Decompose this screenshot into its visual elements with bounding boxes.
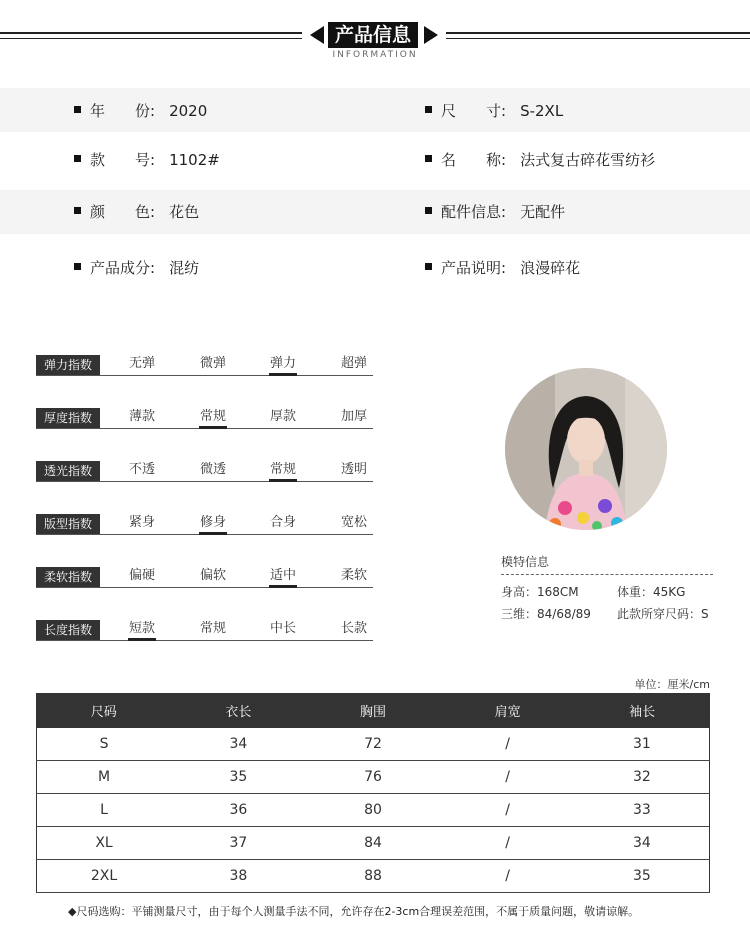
table-cell: 76 xyxy=(306,761,441,794)
table-cell: L xyxy=(37,794,172,827)
index-row xyxy=(36,620,373,641)
table-cell: 84 xyxy=(306,827,441,860)
header-rule-right-thin xyxy=(446,38,750,39)
model-photo xyxy=(505,368,667,530)
index-option: 厚款 xyxy=(269,409,296,424)
table-cell: 36 xyxy=(171,794,306,827)
table-row xyxy=(37,827,710,860)
index-option-selected: 常规 xyxy=(263,461,303,479)
table-cell: M xyxy=(37,761,172,794)
index-option: 常规 xyxy=(199,621,226,636)
info-style-no: 款 号: 1102# xyxy=(74,149,220,170)
table-cell: / xyxy=(440,794,575,827)
table-cell: 34 xyxy=(171,728,306,761)
section-title: 产品信息 xyxy=(328,22,418,48)
index-option-selected: 弹力 xyxy=(263,355,303,373)
index-row xyxy=(36,461,373,482)
index-option: 紧身 xyxy=(128,515,155,530)
table-cell: 34 xyxy=(575,827,710,860)
table-cell: 35 xyxy=(575,860,710,893)
index-option: 宽松 xyxy=(340,515,367,530)
bullet-icon xyxy=(74,263,81,270)
index-option: 中长 xyxy=(269,621,296,636)
bullet-icon xyxy=(425,106,432,113)
table-row xyxy=(37,860,710,893)
table-cell: 33 xyxy=(575,794,710,827)
table-cell: / xyxy=(440,728,575,761)
table-cell: / xyxy=(440,761,575,794)
index-label: 柔软指数 xyxy=(36,567,100,587)
table-cell: 88 xyxy=(306,860,441,893)
size-table-unit: 单位：厘米/cm xyxy=(634,678,710,691)
index-option: 偏硬 xyxy=(128,568,155,583)
header-cell: 尺码 xyxy=(37,694,172,728)
index-option: 透明 xyxy=(340,462,367,477)
header-cell: 衣长 xyxy=(171,694,306,728)
header-cell: 袖长 xyxy=(575,694,710,728)
bullet-icon xyxy=(74,155,81,162)
model-info-divider xyxy=(501,574,713,575)
table-row xyxy=(37,761,710,794)
size-footnote: ◆尺码选购：平铺测量尺寸，由于每个人测量手法不同，允许存在2-3cm合理误差范围，不属于质量问题，敬请谅解。 xyxy=(68,905,640,918)
index-row xyxy=(36,408,373,429)
index-option: 无弹 xyxy=(128,356,155,371)
header-arrow-right-icon xyxy=(424,26,438,44)
index-option-selected: 常规 xyxy=(193,408,233,426)
bullet-icon xyxy=(74,207,81,214)
table-cell: XL xyxy=(37,827,172,860)
info-size: 尺 寸: S-2XL xyxy=(425,100,563,121)
header-arrow-left-icon xyxy=(310,26,324,44)
section-subtitle: INFORMATION xyxy=(332,50,418,60)
table-cell: 32 xyxy=(575,761,710,794)
index-label: 透光指数 xyxy=(36,461,100,481)
table-cell: 31 xyxy=(575,728,710,761)
table-row xyxy=(37,728,710,761)
header-rule-left xyxy=(0,32,302,34)
table-cell: 72 xyxy=(306,728,441,761)
info-color: 颜 色: 花色 xyxy=(74,201,199,222)
index-option: 微透 xyxy=(199,462,226,477)
index-option: 微弹 xyxy=(199,356,226,371)
index-option-selected: 修身 xyxy=(193,514,233,532)
table-row xyxy=(37,794,710,827)
index-option: 薄款 xyxy=(128,409,155,424)
table-cell: 80 xyxy=(306,794,441,827)
index-option: 超弹 xyxy=(340,356,367,371)
model-weight: 体重：45KG xyxy=(617,585,686,599)
bullet-icon xyxy=(74,106,81,113)
index-option: 合身 xyxy=(269,515,296,530)
index-option: 长款 xyxy=(340,621,367,636)
header-cell: 胸围 xyxy=(306,694,441,728)
table-cell: / xyxy=(440,827,575,860)
index-label: 厚度指数 xyxy=(36,408,100,428)
table-cell: / xyxy=(440,860,575,893)
bullet-icon xyxy=(425,263,432,270)
table-cell: 38 xyxy=(171,860,306,893)
model-measurements: 三维：84/68/89 xyxy=(501,607,591,621)
model-info-title: 模特信息 xyxy=(501,555,550,569)
header-rule-left-thin xyxy=(0,38,302,39)
index-label: 弹力指数 xyxy=(36,355,100,375)
index-label: 长度指数 xyxy=(36,620,100,640)
index-option-selected: 短款 xyxy=(122,620,162,638)
model-size-worn: 此款所穿尺码：S xyxy=(617,607,709,621)
table-cell: 37 xyxy=(171,827,306,860)
index-option: 柔软 xyxy=(340,568,367,583)
index-row xyxy=(36,567,373,588)
header-cell: 肩宽 xyxy=(440,694,575,728)
table-cell: 2XL xyxy=(37,860,172,893)
index-option: 加厚 xyxy=(340,409,367,424)
info-description: 产品说明: 浪漫碎花 xyxy=(425,257,580,278)
size-table xyxy=(36,693,710,893)
bullet-icon xyxy=(425,155,432,162)
size-table-header xyxy=(37,694,710,728)
index-option-selected: 适中 xyxy=(263,567,303,585)
index-option: 偏软 xyxy=(199,568,226,583)
table-cell: 35 xyxy=(171,761,306,794)
info-material: 产品成分: 混纺 xyxy=(74,257,199,278)
header-rule-right xyxy=(446,32,750,34)
info-accessories: 配件信息: 无配件 xyxy=(425,201,565,222)
index-row xyxy=(36,514,373,535)
info-year: 年 份: 2020 xyxy=(74,100,207,121)
index-label: 版型指数 xyxy=(36,514,100,534)
index-option: 不透 xyxy=(128,462,155,477)
bullet-icon xyxy=(425,207,432,214)
model-height: 身高：168CM xyxy=(501,585,579,599)
index-row xyxy=(36,355,373,376)
table-cell: S xyxy=(37,728,172,761)
info-name: 名 称: 法式复古碎花雪纺衫 xyxy=(425,149,655,170)
